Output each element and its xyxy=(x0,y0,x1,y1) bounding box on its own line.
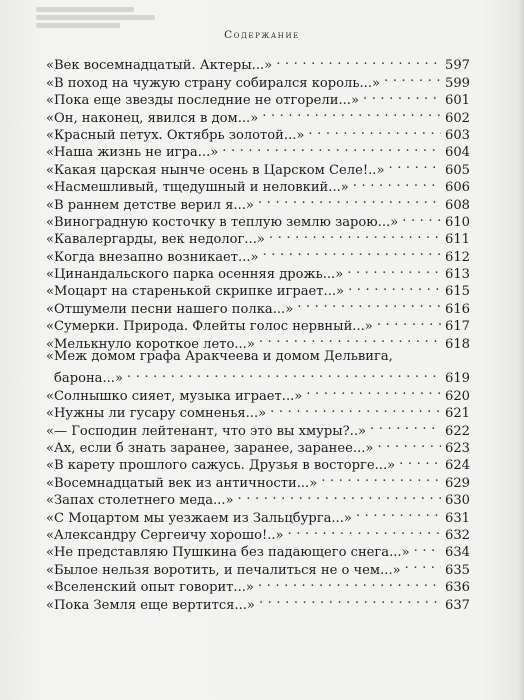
toc-entry-page-number: 632 xyxy=(445,527,470,543)
dot-leader xyxy=(388,156,441,173)
toc-heading: Содержание xyxy=(224,29,300,41)
toc-entry-page-number: 605 xyxy=(445,162,470,178)
toc-entry-page-number: 612 xyxy=(445,249,470,265)
toc-entry-page-number: 636 xyxy=(445,580,470,596)
toc-entry-page-number: 631 xyxy=(445,510,470,526)
toc-entry-page-number: 603 xyxy=(445,127,470,143)
table-of-contents xyxy=(46,52,470,613)
dot-leader xyxy=(414,539,441,556)
dot-leader xyxy=(405,556,441,573)
toc-entry-title: «Меж домом графа Аракчеева и домом Дельвига, xyxy=(46,348,393,364)
toc-entry-title: «Нужны ли гусару сомненья...» xyxy=(46,406,267,422)
toc-entry-title-continued: барона...» xyxy=(54,371,123,387)
toc-entry-page-number: 597 xyxy=(445,58,470,74)
toc-entry-title: «Не представляю Пушкина без падающего снега...» xyxy=(46,545,410,561)
dot-leader xyxy=(363,87,441,104)
toc-entry-page-number: 611 xyxy=(445,232,470,248)
toc-entry-title: «— Господин лейтенант, что это вы хмуры?..» xyxy=(46,423,367,439)
toc-entry-page-number: 618 xyxy=(445,336,470,352)
dot-leader xyxy=(347,261,441,278)
toc-entry-page-number: 620 xyxy=(445,388,470,404)
dot-leader xyxy=(348,278,441,295)
dot-leader xyxy=(288,522,441,539)
toc-entry-page-number: 619 xyxy=(445,371,470,387)
toc-entry-title: «Запах столетнего меда...» xyxy=(46,493,234,509)
toc-entry xyxy=(46,52,470,74)
dot-leader xyxy=(263,243,441,260)
toc-entry-page-number: 634 xyxy=(445,545,470,561)
dot-leader xyxy=(306,382,441,399)
toc-entry-title: «Красный петух. Октябрь золотой...» xyxy=(46,127,305,143)
toc-entry-page-number: 615 xyxy=(445,284,470,300)
dot-leader xyxy=(377,435,441,452)
toc-entry-title: «Какая царская нынче осень в Царском Селе!..» xyxy=(46,162,385,178)
toc-entry-page-number: 622 xyxy=(445,423,470,439)
toc-entry-title: «В раннем детстве верил я...» xyxy=(46,197,254,213)
toc-entry-title: «Моцарт на старенькой скрипке играет...» xyxy=(46,284,345,300)
toc-entry-page-number: 637 xyxy=(445,597,470,613)
toc-entry-title: «С Моцартом мы уезжаем из Зальцбурга...» xyxy=(46,510,352,526)
page-edge-shadow xyxy=(518,0,524,700)
toc-entry-page-number: 606 xyxy=(445,180,470,196)
toc-entry-page-number: 613 xyxy=(445,267,470,283)
toc-entry-title: «Когда внезапно возникает...» xyxy=(46,249,259,265)
toc-entry-page-number: 610 xyxy=(445,214,470,230)
toc-entry-title: «Александру Сергеичу хорошо!..» xyxy=(46,527,284,543)
dot-leader xyxy=(258,191,441,208)
toc-entry-title: «В поход на чужую страну собирался король...» xyxy=(46,75,380,91)
toc-entry-title: «Былое нельзя воротить, и печалиться не о чем...» xyxy=(46,562,401,578)
toc-entry-page-number: 616 xyxy=(445,301,470,317)
toc-entry-page-number: 617 xyxy=(445,319,470,335)
dot-leader xyxy=(259,330,441,347)
dot-leader xyxy=(370,417,441,434)
toc-entry-page-number: 624 xyxy=(445,458,470,474)
toc-entry-title: «Солнышко сияет, музыка играет...» xyxy=(46,388,303,404)
toc-entry-title: «Насмешливый, тщедушный и неловкий...» xyxy=(46,180,349,196)
toc-entry-title: «Восемнадцатый век из античности...» xyxy=(46,475,318,491)
toc-entry-page-number: 623 xyxy=(445,441,470,456)
dot-leader xyxy=(399,452,441,469)
dot-leader xyxy=(308,122,441,139)
dot-leader xyxy=(297,295,441,312)
toc-entry-title: «Виноградную косточку в теплую землю зарою...» xyxy=(46,214,399,230)
toc-entry-title: «Сумерки. Природа. Флейты голос нервный...» xyxy=(46,319,373,335)
toc-entry-title: «Пока еще звезды последние не отгорели...» xyxy=(46,93,359,109)
toc-entry xyxy=(46,348,470,387)
toc-entry-page-number: 602 xyxy=(445,110,470,126)
dot-leader xyxy=(258,574,441,591)
dot-leader xyxy=(127,365,441,382)
dot-leader xyxy=(270,400,441,417)
dot-leader xyxy=(276,52,441,69)
dot-leader xyxy=(353,174,441,191)
dot-leader xyxy=(238,487,441,504)
dot-leader xyxy=(356,504,441,521)
dot-leader xyxy=(384,69,441,86)
toc-entry-title: «Кавалергарды, век недолог...» xyxy=(46,232,265,248)
bleed-through-text xyxy=(36,4,176,32)
toc-entry-title: «Век восемнадцатый. Актеры...» xyxy=(46,58,273,74)
toc-entry-title: «Мелькнуло короткое лето...» xyxy=(46,336,255,352)
dot-leader xyxy=(321,469,441,486)
dot-leader xyxy=(222,139,441,156)
toc-entry-line2 xyxy=(46,365,470,387)
toc-entry-title: «В карету прошлого сажусь. Друзья в восторге...» xyxy=(46,458,396,474)
toc-entry-title: «Пока Земля еще вертится...» xyxy=(46,597,255,613)
toc-entry-page-number: 599 xyxy=(445,75,470,91)
toc-entry-page-number: 635 xyxy=(445,562,470,578)
toc-entry-title: «Он, наконец, явился в дом...» xyxy=(46,110,259,126)
toc-entry-page-number: 629 xyxy=(445,475,470,491)
toc-entry-title: «Вселенский опыт говорит...» xyxy=(46,580,254,596)
toc-entry-title: «Цинандальского парка осенняя дрожь...» xyxy=(46,267,344,283)
toc-entry-page-number: 630 xyxy=(445,493,470,509)
toc-entry-title: «Отшумели песни нашего полка...» xyxy=(46,301,294,317)
toc-entry-page-number: 621 xyxy=(445,406,470,422)
dot-leader xyxy=(402,209,441,226)
dot-leader xyxy=(377,313,441,330)
toc-entry-page-number: 608 xyxy=(445,197,470,213)
dot-leader xyxy=(269,226,441,243)
dot-leader xyxy=(262,104,441,121)
toc-entry-page-number: 604 xyxy=(445,145,470,161)
toc-entry-title: «Наша жизнь не игра...» xyxy=(46,145,219,161)
toc-entry-title: «Ах, если б знать заранее, заранее, заранее...» xyxy=(46,441,374,456)
dot-leader xyxy=(259,591,441,608)
toc-entry-page-number: 601 xyxy=(445,93,470,109)
